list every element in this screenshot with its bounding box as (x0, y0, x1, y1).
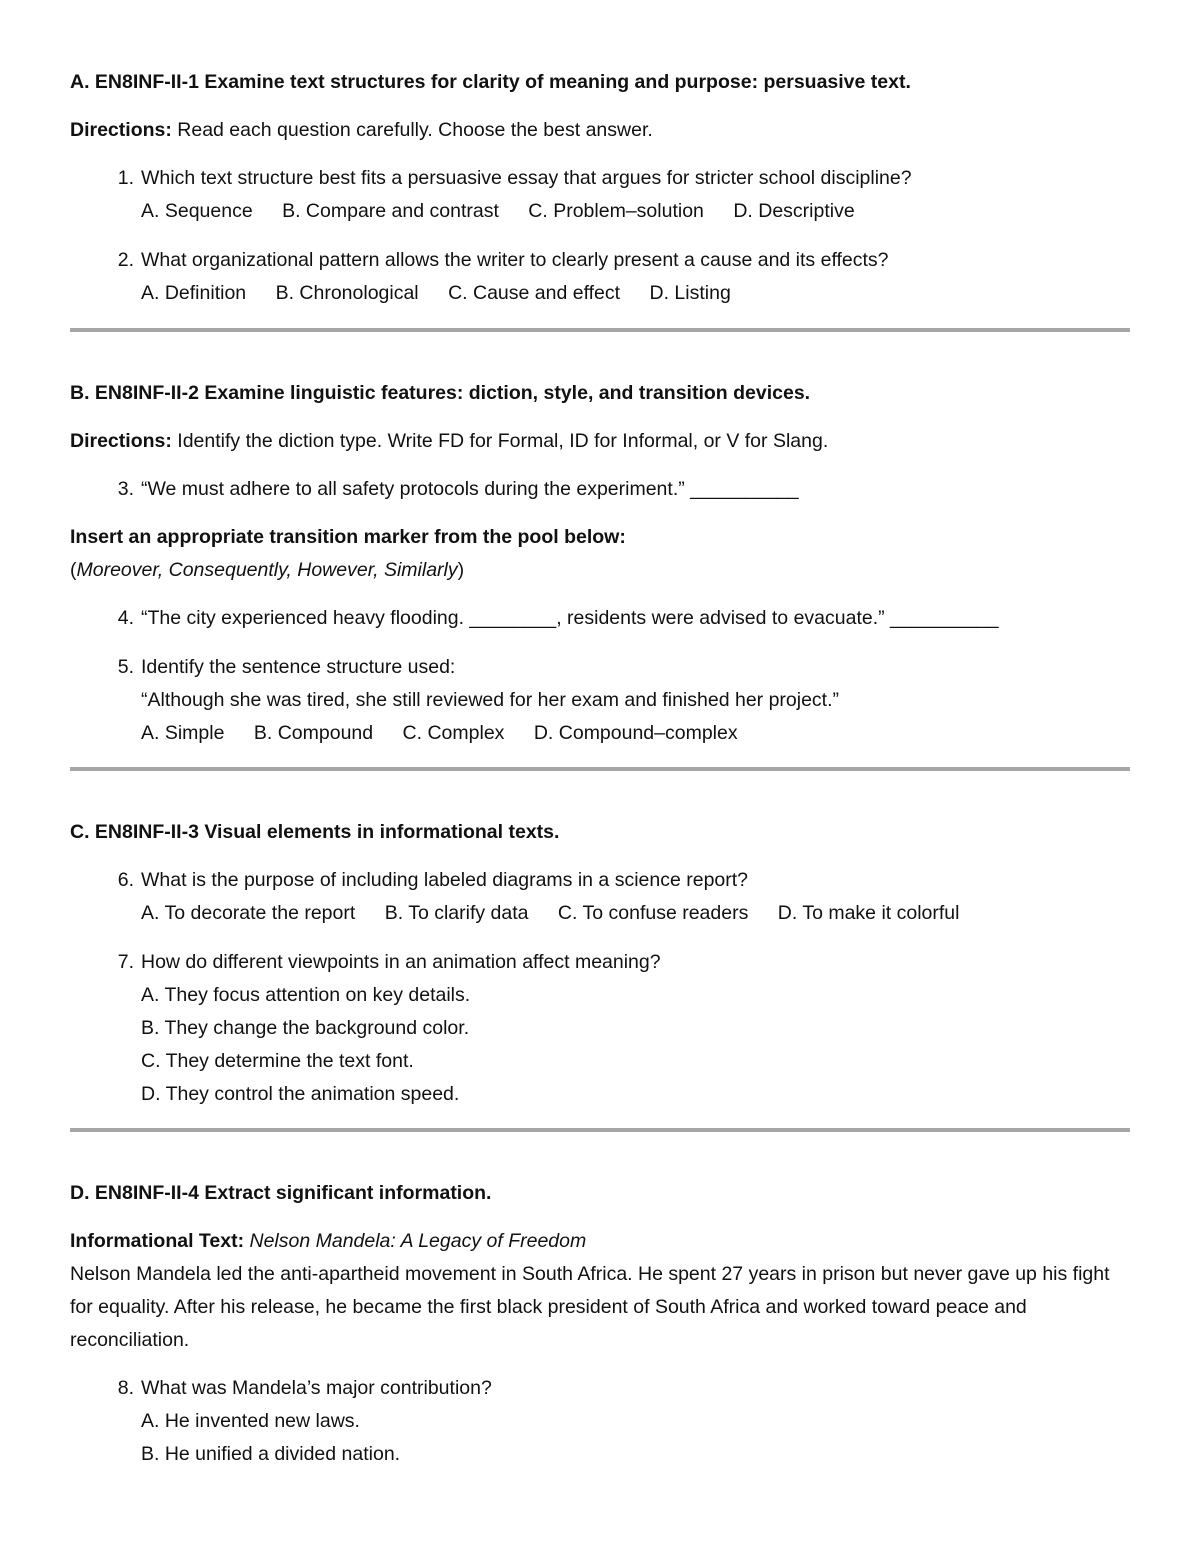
section-c-questions (70, 864, 1130, 1111)
question-6 (70, 864, 1130, 930)
directions-text: Read each question carefully. Choose the best answer. (171, 119, 653, 141)
choice-d: D. Listing (649, 282, 731, 304)
choice-c: C. Problem–solution (528, 200, 704, 222)
question-text: Identify the sentence structure used: (141, 656, 456, 678)
choice-b: B. Compound (253, 722, 374, 744)
section-a-directions (70, 114, 1130, 147)
section-b-directions (70, 425, 1130, 458)
question-1 (70, 162, 1130, 228)
choice-c: C. Complex (402, 722, 505, 744)
informational-text-heading (70, 1225, 1130, 1258)
answer-choices (141, 277, 1130, 310)
choice-d: D. They control the animation speed. (141, 1083, 460, 1105)
choice-c: C. Cause and effect (448, 282, 621, 304)
choice-c: C. They determine the text font. (141, 1050, 414, 1072)
choice-a: A. Definition (141, 282, 247, 304)
question-7 (70, 946, 1130, 1111)
choice-b: B. Chronological (275, 282, 419, 304)
question-8 (70, 1372, 1130, 1471)
answer-choices (141, 717, 1130, 750)
question-text: What is the purpose of including labeled diagrams in a science report? (141, 869, 749, 891)
section-a-questions (70, 162, 1130, 310)
directions-text: Identify the diction type. Write FD for Formal, ID for Informal, or V for Slang. (171, 430, 829, 452)
question-text: How do different viewpoints in an animation affect meaning? (141, 951, 661, 973)
text-label: Informational Text: (70, 1230, 245, 1252)
choice-a: A. He invented new laws. (141, 1410, 360, 1432)
choice-a: A. They focus attention on key details. (141, 984, 471, 1006)
choice-a: A. To decorate the report (141, 902, 356, 924)
choice-c: C. To confuse readers (557, 902, 749, 924)
section-a-title: A. EN8INF-II-1 Examine text structures for clarity of meaning and purpose: persuasive text. (70, 71, 911, 93)
question-4 (70, 602, 1130, 635)
pool-close: ) (457, 559, 465, 581)
worksheet-page (70, 66, 1130, 1471)
transition-pool (70, 554, 1130, 587)
directions-label: Directions: (70, 119, 172, 141)
choice-b: B. They change the background color. (141, 1017, 470, 1039)
choice-b: B. He unified a divided nation. (141, 1443, 401, 1465)
question-number: 2. (117, 249, 134, 271)
question-number: 1. (117, 167, 134, 189)
choice-d: D. Compound–complex (533, 722, 738, 744)
question-text: Which text structure best fits a persuasive essay that argues for stricter school discipline? (141, 167, 912, 189)
question-3 (70, 473, 1130, 506)
choice-b: B. Compare and contrast (282, 200, 499, 222)
choice-b: B. To clarify data (384, 902, 529, 924)
answer-choices (141, 195, 1130, 228)
question-text: What was Mandela’s major contribution? (141, 1377, 492, 1399)
question-text: What organizational pattern allows the writer to clearly present a cause and its effects? (141, 249, 889, 271)
section-d-title: D. EN8INF-II-4 Extract significant information. (70, 1182, 492, 1204)
section-c-title: C. EN8INF-II-3 Visual elements in informational texts. (70, 821, 560, 843)
section-b-question-3 (70, 473, 1130, 506)
question-number: 6. (117, 869, 134, 891)
transition-heading: Insert an appropriate transition marker from the pool below: (70, 526, 626, 548)
question-number: 3. (117, 478, 134, 500)
question-number: 5. (117, 656, 134, 678)
question-text: “We must adhere to all safety protocols during the experiment.” __________ (141, 478, 799, 500)
question-text: “The city experienced heavy flooding. ________, residents were advised to evacuate.” __________ (141, 607, 999, 629)
question-2 (70, 244, 1130, 310)
pool-words: Moreover, Consequently, However, Similarly (76, 559, 458, 581)
question-number: 7. (117, 951, 134, 973)
question-quote: “Although she was tired, she still reviewed for her exam and finished her project.” (141, 689, 840, 711)
question-5 (70, 651, 1130, 750)
text-title: Nelson Mandela: A Legacy of Freedom (249, 1230, 587, 1252)
choice-d: D. Descriptive (733, 200, 855, 222)
question-number: 8. (117, 1377, 134, 1399)
choice-a: A. Sequence (141, 200, 253, 222)
choice-d: D. To make it colorful (777, 902, 960, 924)
directions-label: Directions: (70, 430, 172, 452)
section-b-questions (70, 602, 1130, 750)
pool-open: ( (70, 559, 77, 581)
question-number: 4. (117, 607, 134, 629)
choice-a: A. Simple (141, 722, 225, 744)
passage: Nelson Mandela led the anti-apartheid movement in South Africa. He spent 27 years in prison but never gave up his fight for equality. After his release, he became the first black president of South Africa and worked toward peace and reconciliation. (70, 1263, 1110, 1351)
section-b-title: B. EN8INF-II-2 Examine linguistic features: diction, style, and transition devices. (70, 382, 811, 404)
section-d-questions (70, 1372, 1130, 1471)
answer-choices (141, 897, 1130, 930)
